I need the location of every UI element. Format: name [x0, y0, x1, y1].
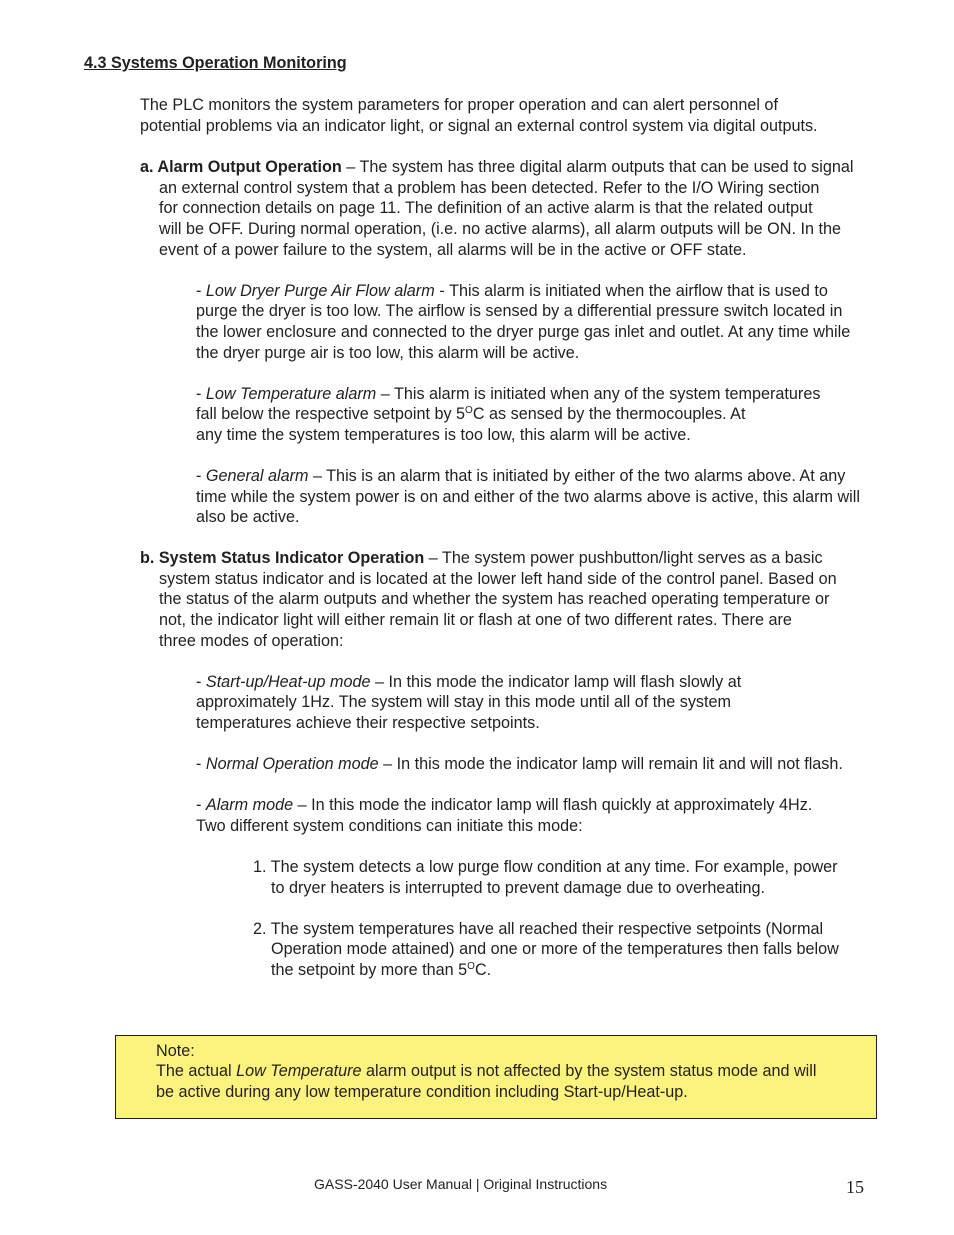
alarm-output-line: will be OFF. During normal operation, (i.e. no active alarms), all alarm outputs will be ON. In the [159, 220, 841, 238]
low-temp-alarm-name: Low Temperature alarm [205, 385, 377, 403]
status-indicator-paragraph: b. System Status Indicator Operation – The system power pushbutton/light serves as a basic [140, 549, 823, 567]
degree-symbol: O [467, 961, 475, 972]
page-number: 15 [846, 1177, 864, 1197]
alarm-mode-line: Two different system conditions can initiate this mode: [196, 817, 583, 835]
normal-mode-name: Normal Operation mode [205, 755, 379, 773]
general-alarm-name: General alarm [205, 467, 309, 485]
startup-mode-name: Start-up/Heat-up mode [205, 673, 371, 691]
alarm-mode-name: Alarm mode [205, 796, 294, 814]
condition-item: 1. The system detects a low purge flow condition at any time. For example, power [253, 858, 838, 876]
startup-mode-line: approximately 1Hz. The system will stay in this mode until all of the system [196, 693, 731, 711]
status-indicator-line: system status indicator and is located at the lower left hand side of the control panel. Based on [159, 570, 837, 588]
note-emphasis: Low Temperature [236, 1062, 362, 1080]
note-text-line: be active during any low temperature condition including Start-up/Heat-up. [156, 1083, 688, 1101]
alarm-output-line: event of a power failure to the system, all alarms will be in the active or OFF state. [159, 241, 747, 259]
alarm-output-text: – The system has three digital alarm outputs that can be used to signal [341, 158, 854, 176]
alarm-mode-item: - Alarm mode – In this mode the indicator lamp will flash quickly at approximately 4Hz. [196, 796, 813, 814]
degree-symbol: O [465, 405, 473, 416]
section-heading: 4.3 Systems Operation Monitoring [84, 54, 347, 72]
general-alarm-item: - General alarm – This is an alarm that is initiated by either of the two alarms above. At any [196, 467, 846, 485]
startup-mode-line: temperatures achieve their respective setpoints. [196, 714, 540, 732]
condition-line: to dryer heaters is interrupted to prevent damage due to overheating. [271, 879, 766, 897]
general-alarm-line: also be active. [196, 508, 300, 526]
alarm-output-title: a. Alarm Output Operation [140, 158, 342, 176]
low-dryer-alarm-line: purge the dryer is too low. The airflow is sensed by a differential pressure switch located in [196, 302, 843, 320]
condition-line: Operation mode attained) and one or more of the temperatures then falls below [271, 940, 839, 958]
alarm-output-line: an external control system that a problem has been detected. Refer to the I/O Wiring section [159, 179, 820, 197]
intro-line: potential problems via an indicator light, or signal an external control system via digital outputs. [140, 117, 818, 135]
low-dryer-alarm-line: the lower enclosure and connected to the dryer purge gas inlet and outlet. At any time while [196, 323, 851, 341]
startup-mode-item: - Start-up/Heat-up mode – In this mode the indicator lamp will flash slowly at [196, 673, 742, 691]
low-temp-alarm-item: - Low Temperature alarm – This alarm is initiated when any of the system temperatures [196, 385, 821, 403]
low-dryer-alarm-item: - Low Dryer Purge Air Flow alarm - This alarm is initiated when the airflow that is used to [196, 282, 828, 300]
footer-text: GASS-2040 User Manual | Original Instructions [314, 1176, 608, 1192]
condition-line: the setpoint by more than $5^OC$. [271, 961, 492, 979]
low-dryer-alarm-line: the dryer purge air is too low, this alarm will be active. [196, 344, 580, 362]
status-indicator-line: three modes of operation: [159, 632, 344, 650]
alarm-output-paragraph [140, 157, 853, 177]
status-indicator-title: b. System Status Indicator Operation [140, 549, 425, 567]
general-alarm-line: time while the system power is on and either of the two alarms above is active, this alarm will [196, 488, 860, 506]
normal-mode-item: - Normal Operation mode – In this mode the indicator lamp will remain lit and will not flash. [196, 755, 843, 773]
low-temp-alarm-line: any time the system temperatures is too low, this alarm will be active. [196, 426, 691, 444]
condition-item: 2. The system temperatures have all reached their respective setpoints (Normal [253, 920, 824, 938]
intro-line: The PLC monitors the system parameters for proper operation and can alert personnel of [140, 96, 778, 114]
status-indicator-line: not, the indicator light will either remain lit or flash at one of two different rates. There are [159, 611, 792, 629]
note-label: Note: [156, 1042, 195, 1060]
note-text: The actual Low Temperature alarm output is not affected by the system status mode and will [156, 1062, 817, 1080]
alarm-output-line: for connection details on page 11. The definition of an active alarm is that the related output [159, 199, 813, 217]
low-temp-alarm-line: fall below the respective setpoint by $5^OC$ as sensed by the thermocouples. At [196, 405, 746, 423]
low-dryer-alarm-name: Low Dryer Purge Air Flow alarm - [205, 282, 450, 300]
status-indicator-line: the status of the alarm outputs and whether the system has reached operating temperature or [159, 590, 830, 608]
